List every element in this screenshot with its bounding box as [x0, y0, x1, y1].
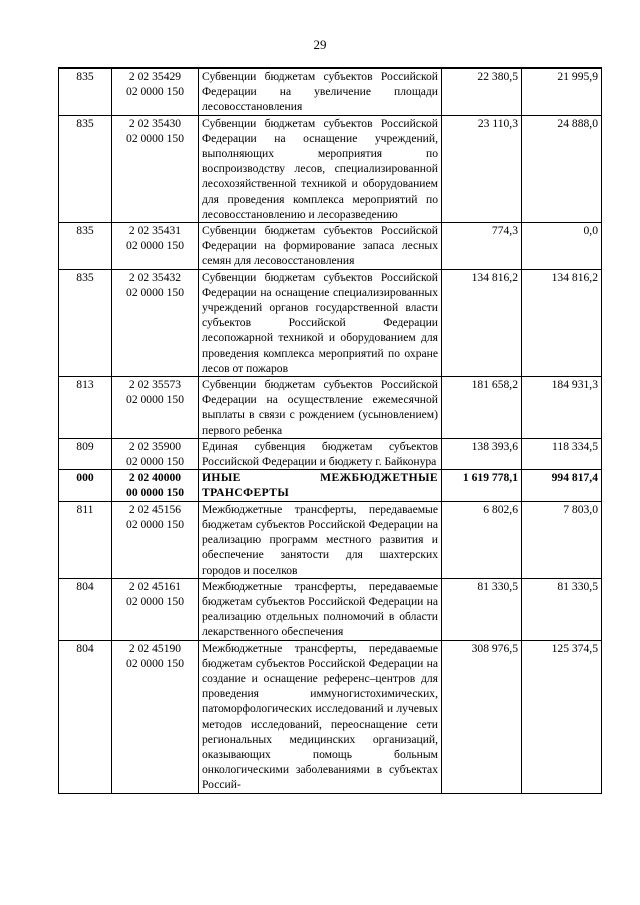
amount-year2-cell: 994 817,4: [522, 470, 602, 501]
budget-code-cell: [112, 578, 199, 640]
budget-code-line2: 02 0000 150: [126, 594, 184, 608]
admin-code-cell: 813: [59, 377, 112, 439]
amount-year1-cell: 138 393,6: [442, 438, 522, 469]
budget-code-line1: 2 02 35431: [128, 224, 182, 238]
budget-code-line1: 2 02 35900: [128, 439, 182, 453]
budget-code-cell: [112, 68, 199, 115]
table-row: [59, 377, 602, 439]
admin-code-cell: 809: [59, 438, 112, 469]
amount-year2-cell: 21 995,9: [522, 68, 602, 115]
budget-code-line1: 2 02 35430: [128, 116, 182, 130]
budget-code-line2: 02 0000 150: [126, 656, 184, 670]
budget-table: [58, 67, 602, 794]
revenue-name-cell: ИНЫЕ МЕЖБЮДЖЕТНЫЕ ТРАНСФЕРТЫ: [199, 470, 442, 501]
budget-code-line2: 02 0000 150: [126, 131, 184, 145]
amount-year1-cell: 134 816,2: [442, 269, 522, 376]
budget-code-cell: [112, 501, 199, 578]
budget-code-line1: 2 02 40000: [128, 471, 182, 485]
budget-code-line1: 2 02 35432: [128, 270, 182, 284]
budget-code-line1: 2 02 45161: [128, 579, 182, 593]
table-row: [59, 68, 602, 115]
budget-code-line2: 02 0000 150: [126, 517, 184, 531]
amount-year1-cell: 23 110,3: [442, 115, 522, 222]
budget-code-cell: [112, 115, 199, 222]
budget-code-line1: 2 02 35573: [128, 378, 182, 392]
amount-year1-cell: 181 658,2: [442, 377, 522, 439]
budget-code-cell: [112, 223, 199, 270]
table-row: [59, 578, 602, 640]
amount-year1-cell: 1 619 778,1: [442, 470, 522, 501]
revenue-name-cell: Субвенции бюджетам субъектов Российской Федерации на формирование запаса лесных семян для лесовосстановления: [199, 223, 442, 270]
amount-year2-cell: 125 374,5: [522, 640, 602, 793]
page-number: 29: [313, 37, 327, 52]
admin-code-cell: 804: [59, 578, 112, 640]
amount-year1-cell: 6 802,6: [442, 501, 522, 578]
budget-code-cell: [112, 438, 199, 469]
revenue-name-cell: Субвенции бюджетам субъектов Российской Федерации на оснащение специализированных учреждений органов государственной власти субъектов Российской Федерации лесопожарной техникой и оборудованием для проведения комплекса мероприятий по охране лесов от пожаров: [199, 269, 442, 376]
table-row: [59, 470, 602, 501]
table-row: [59, 269, 602, 376]
budget-code-line1: 2 02 35429: [128, 70, 182, 83]
admin-code-cell: 835: [59, 115, 112, 222]
table-row: [59, 640, 602, 793]
budget-code-cell: [112, 377, 199, 439]
amount-year2-cell: 7 803,0: [522, 501, 602, 578]
amount-year2-cell: 184 931,3: [522, 377, 602, 439]
budget-code-line2: 02 0000 150: [126, 455, 184, 469]
table-row: [59, 438, 602, 469]
revenue-name-cell: Единая субвенция бюджетам субъектов Российской Федерации и бюджету г. Байконура: [199, 438, 442, 469]
revenue-name-cell: Межбюджетные трансферты, передаваемые бюджетам субъектов Российской Федерации на создание и оснащение референс–центров для проведения иммуногистохимических, патоморфологических исследований и лучевых методов исследований, переоснащение сети региональных медицинских организаций, оказывающих помощь больным онкологическими заболеваниями в субъектах Россий-: [199, 640, 442, 793]
amount-year2-cell: 134 816,2: [522, 269, 602, 376]
amount-year2-cell: 0,0: [522, 223, 602, 270]
admin-code-cell: 835: [59, 68, 112, 115]
budget-code-cell: [112, 470, 199, 501]
amount-year1-cell: 774,3: [442, 223, 522, 270]
revenue-name-cell: Субвенции бюджетам субъектов Российской Федерации на оснащение учреждений, выполняющих мероприятия по воспроизводству лесов, специализированной лесохозяйственной техникой и оборудованием для проведения комплекса мероприятий по лесовосстановлению и лесоразведению: [199, 115, 442, 222]
budget-code-line2: 02 0000 150: [126, 393, 184, 407]
amount-year1-cell: 81 330,5: [442, 578, 522, 640]
budget-table-body: [59, 68, 602, 793]
budget-code-line1: 2 02 45156: [128, 502, 182, 516]
revenue-name-cell: Межбюджетные трансферты, передаваемые бюджетам субъектов Российской Федерации на реализацию программ местного развития и обеспечение занятости для шахтерских городов и поселков: [199, 501, 442, 578]
amount-year2-cell: 24 888,0: [522, 115, 602, 222]
table-row: [59, 115, 602, 222]
amount-year1-cell: 308 976,5: [442, 640, 522, 793]
admin-code-cell: 835: [59, 223, 112, 270]
revenue-name-cell: Субвенции бюджетам субъектов Российской Федерации на увеличение площади лесовосстановления: [199, 68, 442, 115]
admin-code-cell: 811: [59, 501, 112, 578]
amount-year2-cell: 81 330,5: [522, 578, 602, 640]
budget-code-line2: 02 0000 150: [126, 285, 184, 299]
admin-code-cell: 000: [59, 470, 112, 501]
amount-year1-cell: 22 380,5: [442, 68, 522, 115]
admin-code-cell: 835: [59, 269, 112, 376]
budget-code-cell: [112, 269, 199, 376]
budget-code-line2: 00 0000 150: [126, 486, 184, 500]
table-row: [59, 501, 602, 578]
budget-code-line2: 02 0000 150: [126, 239, 184, 253]
table-row: [59, 223, 602, 270]
revenue-name-cell: Межбюджетные трансферты, передаваемые бюджетам субъектов Российской Федерации на реализацию отдельных полномочий в области лекарственного обеспечения: [199, 578, 442, 640]
budget-code-line2: 02 0000 150: [126, 85, 184, 99]
admin-code-cell: 804: [59, 640, 112, 793]
budget-code-line1: 2 02 45190: [128, 641, 182, 655]
budget-code-cell: [112, 640, 199, 793]
revenue-name-cell: Субвенции бюджетам субъектов Российской Федерации на осуществление ежемесячной выплаты в связи с рождением (усыновлением) первого ребенка: [199, 377, 442, 439]
amount-year2-cell: 118 334,5: [522, 438, 602, 469]
